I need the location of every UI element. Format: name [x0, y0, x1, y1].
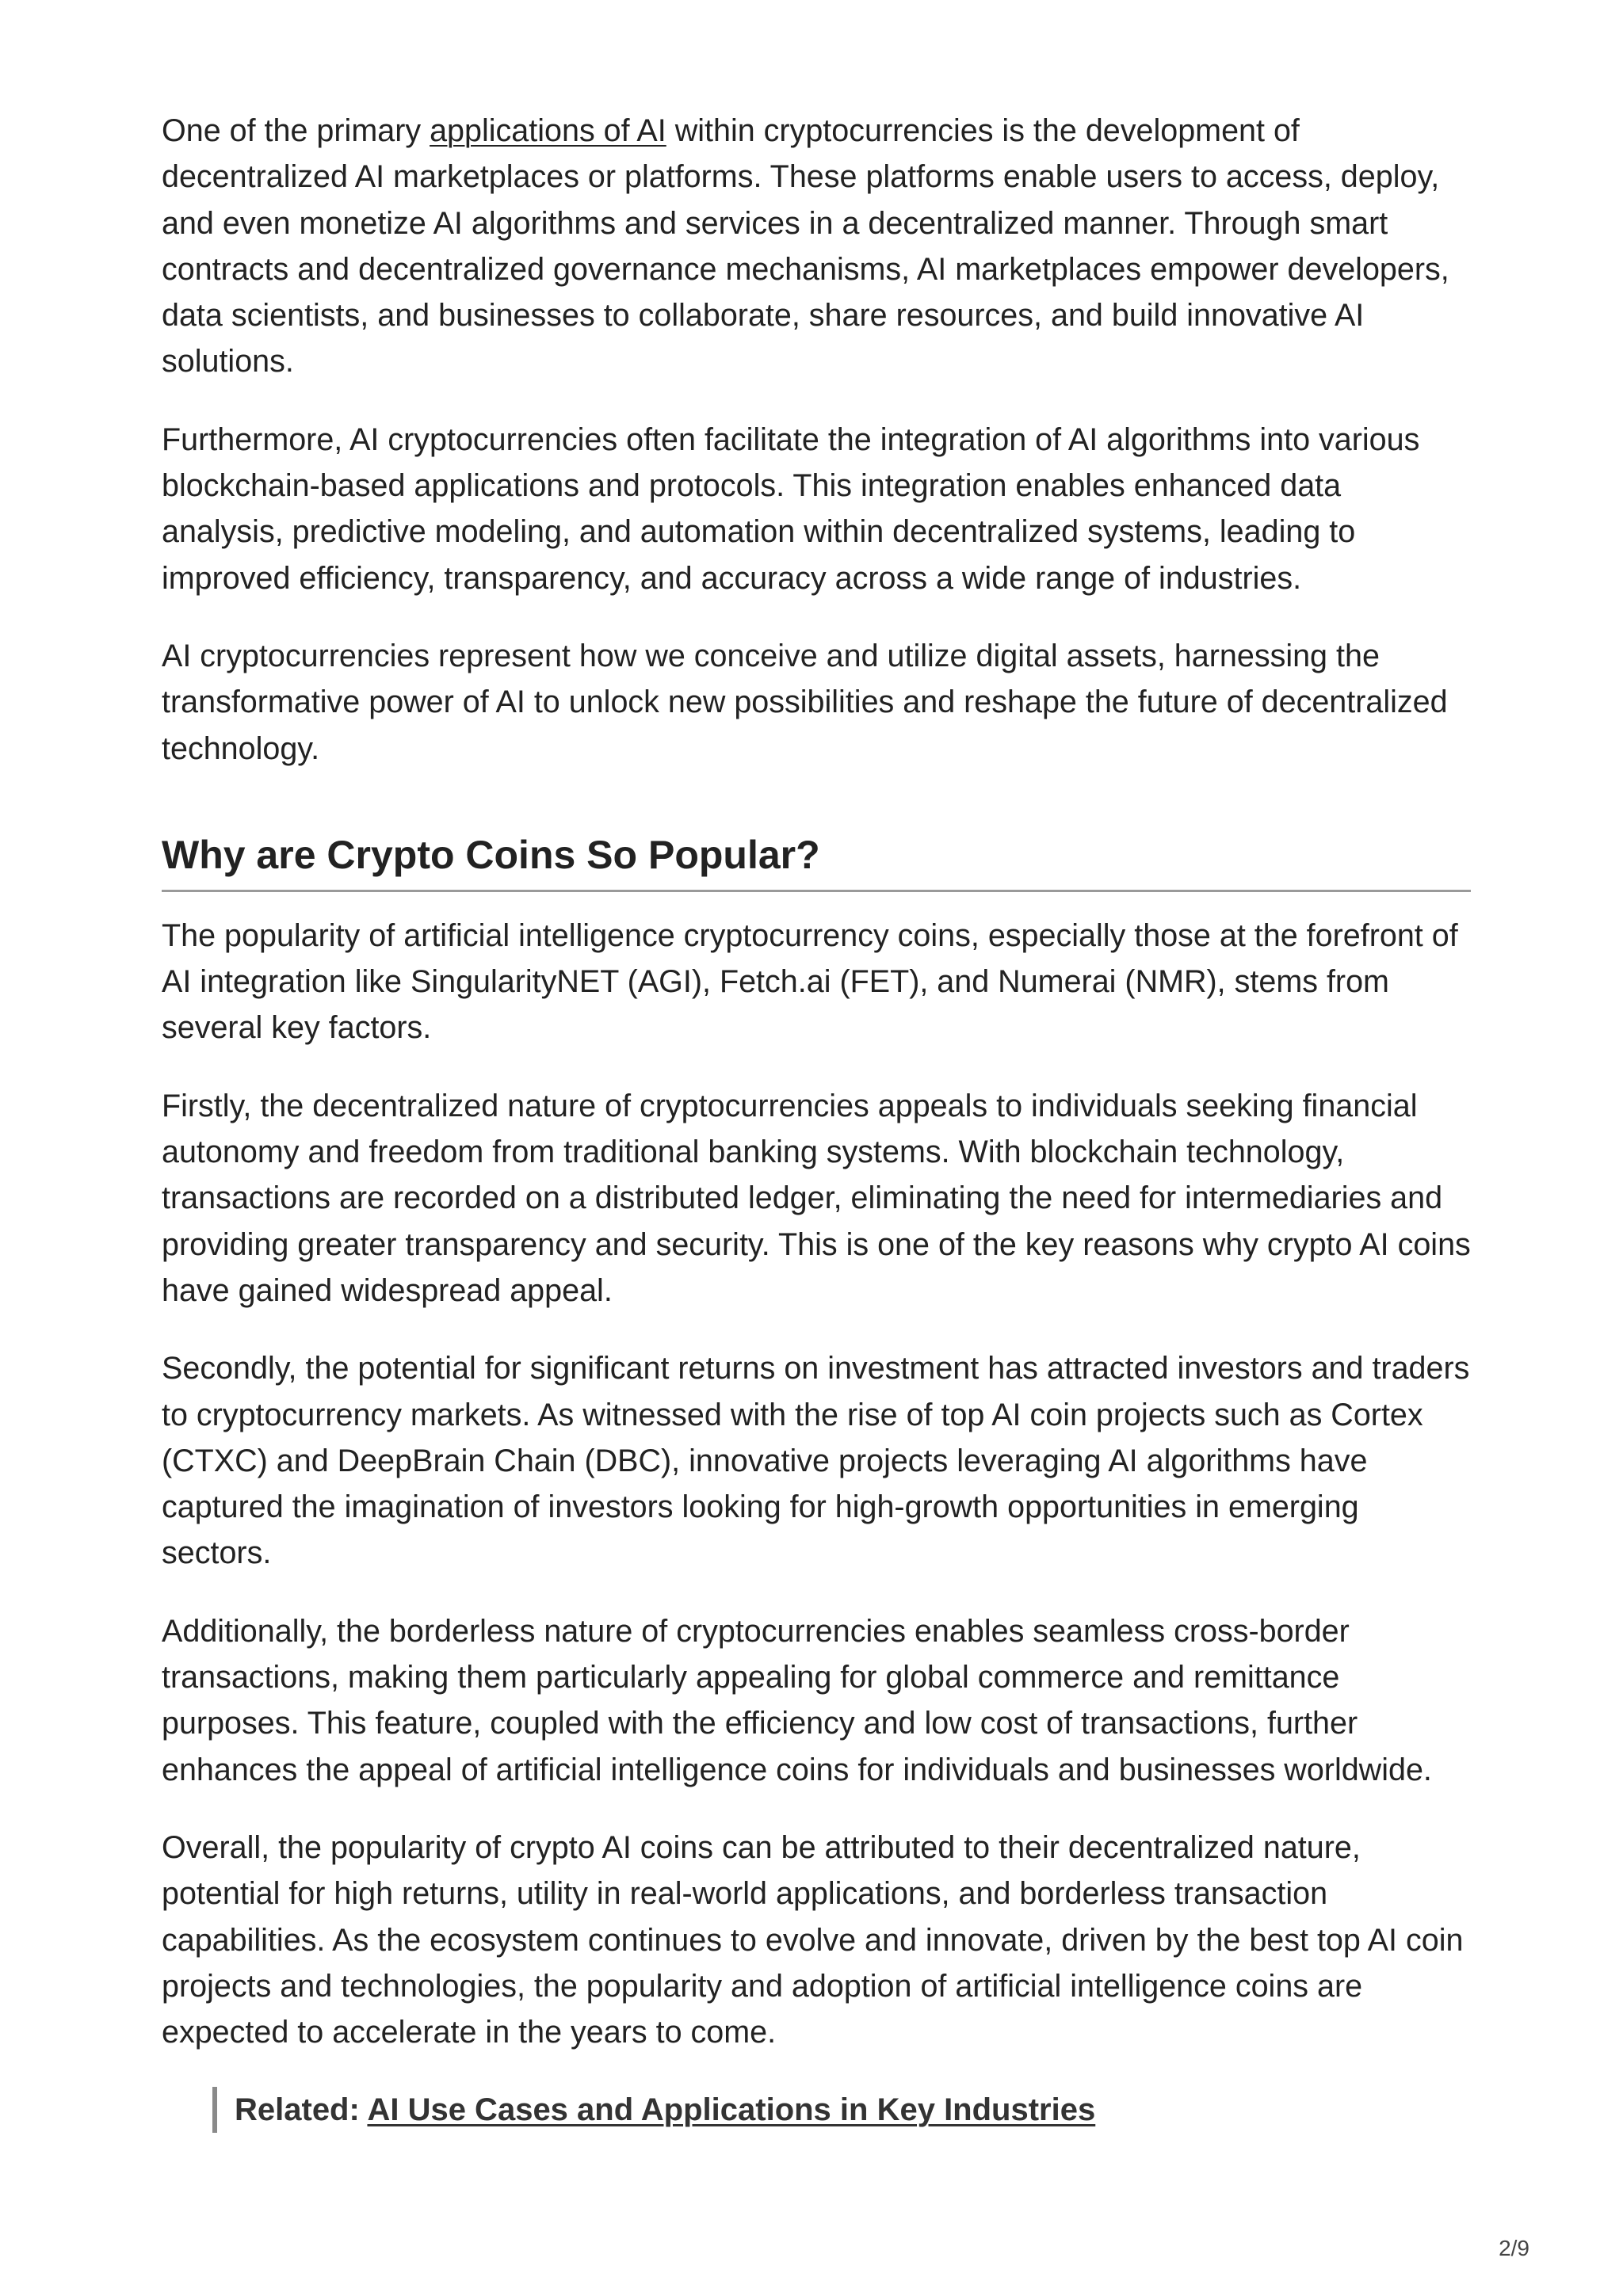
- section-paragraph-3: Secondly, the potential for significant returns on investment has attracted investors and traders to cryptocurrency markets. As witnessed with the rise of top AI coin projects such as Cortex (CTXC) and DeepBrain Chain (DBC), innovative projects leveraging AI algorithms have captured the imagination of investors looking for high-growth opportunities in emerging sectors.: [162, 1351, 1470, 1571]
- related-callout: [212, 2087, 1471, 2133]
- applications-of-ai-link[interactable]: applications of AI: [430, 113, 666, 148]
- article-body: [162, 108, 1471, 2133]
- intro-paragraph-1: [162, 108, 1471, 385]
- section-heading: Why are Crypto Coins So Popular?: [162, 830, 1471, 892]
- section-paragraph-1: The popularity of artificial intelligence cryptocurrency coins, especially those at the forefront of AI integration like SingularityNET (AGI), Fetch.ai (FET), and Numerai (NMR), stems from several key factors.: [162, 917, 1458, 1046]
- section-paragraph-5: Overall, the popularity of crypto AI coins can be attributed to their decentralized nature, potential for high returns, utility in real-world applications, and borderless transaction capabilities. As the ecosystem continues to evolve and innovate, driven by the best top AI coin projects and technologies, the popularity and adoption of artificial intelligence coins are expected to accelerate in the years to come.: [162, 1829, 1464, 2050]
- related-label: Related:: [235, 2092, 368, 2128]
- page-number: 2/9: [1499, 2236, 1529, 2260]
- related-article-link[interactable]: AI Use Cases and Applications in Key Industries: [367, 2092, 1096, 2128]
- intro-paragraph-3: AI cryptocurrencies represent how we conceive and utilize digital assets, harnessing the transformative power of AI to unlock new possibilities and reshape the future of decentralized technology.: [162, 638, 1448, 766]
- section-paragraph-4: Additionally, the borderless nature of cryptocurrencies enables seamless cross-border transactions, making them particularly appealing for global commerce and remittance purposes. This feature, coupled with the efficiency and low cost of transactions, further enhances the appeal of artificial intelligence coins for individuals and businesses worldwide.: [162, 1613, 1432, 1787]
- intro-paragraph-1-rest: within cryptocurrencies is the development of decentralized AI marketplaces or platforms. These platforms enable users to access, deploy, and even monetize AI algorithms and services in a decentralized manner. Through smart contracts and decentralized governance mechanisms, AI marketplaces empower developers, data scientists, and businesses to collaborate, share resources, and build innovative AI solutions.: [162, 113, 1449, 379]
- intro-paragraph-2: Furthermore, AI cryptocurrencies often facilitate the integration of AI algorithms into various blockchain-based applications and protocols. This integration enables enhanced data analysis, predictive modeling, and automation within decentralized systems, leading to improved efficiency, transparency, and accuracy across a wide range of industries.: [162, 421, 1420, 596]
- section-paragraph-2: Firstly, the decentralized nature of cryptocurrencies appeals to individuals seeking financial autonomy and freedom from traditional banking systems. With blockchain technology, transactions are recorded on a distributed ledger, eliminating the need for intermediaries and providing greater transparency and security. This is one of the key reasons why crypto AI coins have gained widespread appeal.: [162, 1088, 1471, 1308]
- intro-paragraph-1-lead: One of the primary: [162, 113, 430, 148]
